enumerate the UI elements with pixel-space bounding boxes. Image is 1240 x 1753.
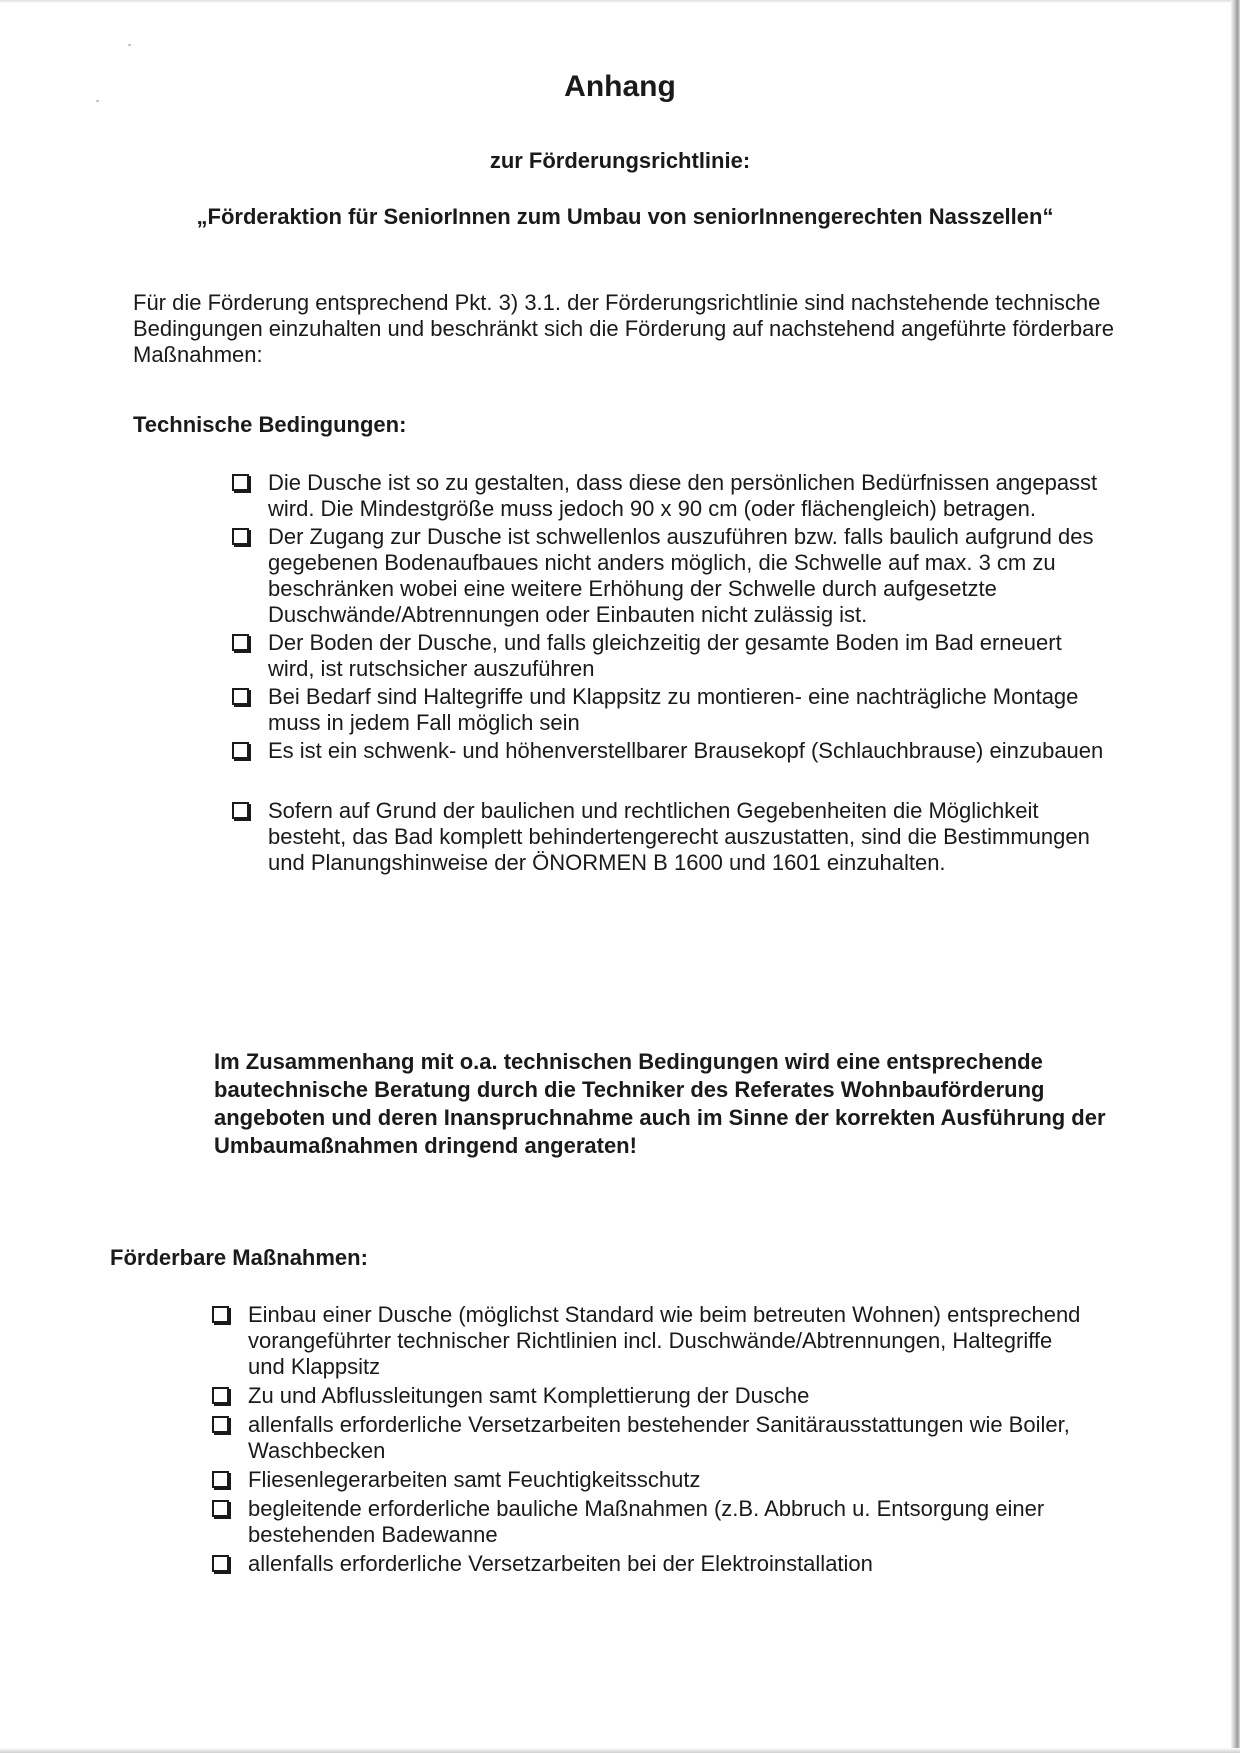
checkbox-icon xyxy=(232,802,249,819)
checkbox-icon xyxy=(212,1555,229,1572)
checkbox-icon xyxy=(232,634,249,651)
list-item xyxy=(232,470,1112,522)
technical-conditions-heading: Technische Bedingungen: xyxy=(133,412,407,437)
technical-conditions-list xyxy=(232,470,1112,878)
list-item xyxy=(232,524,1112,628)
list-item-text: Es ist ein schwenk- und höhenverstellbarer Brausekopf (Schlauchbrause) einzubauen xyxy=(268,738,1104,763)
list-item xyxy=(212,1551,1092,1577)
list-item-text: begleitende erforderliche bauliche Maßnahmen (z.B. Abbruch u. Entsorgung einer bestehenden Badewanne xyxy=(248,1496,1045,1547)
list-item xyxy=(212,1467,1092,1493)
eligible-measures-list xyxy=(212,1302,1092,1580)
checkbox-icon xyxy=(212,1416,229,1433)
list-item xyxy=(212,1302,1092,1380)
list-item-text: allenfalls erforderliche Versetzarbeiten bestehender Sanitärausstattungen wie Boiler, Waschbecken xyxy=(248,1412,1070,1463)
list-item-text: Sofern auf Grund der baulichen und rechtlichen Gegebenheiten die Möglichkeit besteht, das Bad komplett behindertengerecht auszustatten, sind die Bestimmungen und Planungshinweise der ÖNORMEN B 1600 und 1601 einzuhalten. xyxy=(268,798,1090,875)
checkbox-icon xyxy=(212,1306,229,1323)
document-subtitle: zur Förderungsrichtlinie: xyxy=(489,148,751,173)
checkbox-icon xyxy=(212,1387,229,1404)
checkbox-icon xyxy=(232,688,249,705)
list-item xyxy=(212,1383,1092,1409)
list-item-text: Der Boden der Dusche, und falls gleichzeitig der gesamte Boden im Bad erneuert wird, ist rutschsicher auszuführen xyxy=(268,630,1062,681)
scan-right-edge xyxy=(1231,0,1240,1753)
list-item xyxy=(212,1412,1092,1464)
list-item-text: Bei Bedarf sind Haltegriffe und Klappsitz zu montieren- eine nachträgliche Montage muss in jedem Fall möglich sein xyxy=(268,684,1079,735)
intro-paragraph: Für die Förderung entsprechend Pkt. 3) 3.1. der Förderungsrichtlinie sind nachstehende technische Bedingungen einzuhalten und beschränkt sich die Förderung auf nachstehend angeführte förderbare Maßnahmen: xyxy=(133,290,1114,367)
scan-bottom-edge xyxy=(0,1748,1240,1753)
eligible-measures-heading: Förderbare Maßnahmen: xyxy=(110,1245,368,1270)
list-item-text: Die Dusche ist so zu gestalten, dass diese den persönlichen Bedürfnissen angepasst wird. Die Mindestgröße muss jedoch 90 x 90 cm (oder flächengleich) betragen. xyxy=(268,470,1098,521)
list-item xyxy=(232,630,1112,682)
scan-top-edge xyxy=(0,0,1240,3)
list-item-text: Zu und Abflussleitungen samt Komplettierung der Dusche xyxy=(248,1383,810,1408)
list-item xyxy=(232,738,1112,764)
list-item-text: allenfalls erforderliche Versetzarbeiten bei der Elektroinstallation xyxy=(248,1551,873,1576)
consultation-notice: Im Zusammenhang mit o.a. technischen Bedingungen wird eine entsprechende bautechnische Beratung durch die Techniker des Referates Wohnbauförderung angeboten und deren Inanspruchnahme auch im Sinne der korrekten Ausführung der Umbaumaßnahmen dringend angeraten! xyxy=(214,1049,1106,1158)
checkbox-icon xyxy=(232,528,249,545)
scan-speck xyxy=(128,44,131,46)
list-item xyxy=(232,798,1112,876)
list-item xyxy=(232,684,1112,736)
checkbox-icon xyxy=(232,742,249,759)
program-name: „Förderaktion für SeniorInnen zum Umbau von seniorInnengerechten Nasszellen“ xyxy=(196,204,1054,229)
list-item-text: Fliesenlegerarbeiten samt Feuchtigkeitsschutz xyxy=(248,1467,701,1492)
checkbox-icon xyxy=(212,1471,229,1488)
list-item xyxy=(212,1496,1092,1548)
list-item-text: Der Zugang zur Dusche ist schwellenlos auszuführen bzw. falls baulich aufgrund des gegebenen Bodenaufbaues nicht anders möglich, die Schwelle auf max. 3 cm zu beschränken wobei eine weitere Erhöhung der Schwelle durch aufgesetzte Duschwände/Abtrennungen oder Einbauten nicht zulässig ist. xyxy=(268,524,1094,627)
document-title: Anhang xyxy=(564,70,676,103)
checkbox-icon xyxy=(212,1500,229,1517)
checkbox-icon xyxy=(232,474,249,491)
list-item-text: Einbau einer Dusche (möglichst Standard wie beim betreuten Wohnen) entsprechend vorangeführter technischer Richtlinien incl. Duschwände/Abtrennungen, Haltegriffe und Klappsitz xyxy=(248,1302,1081,1379)
